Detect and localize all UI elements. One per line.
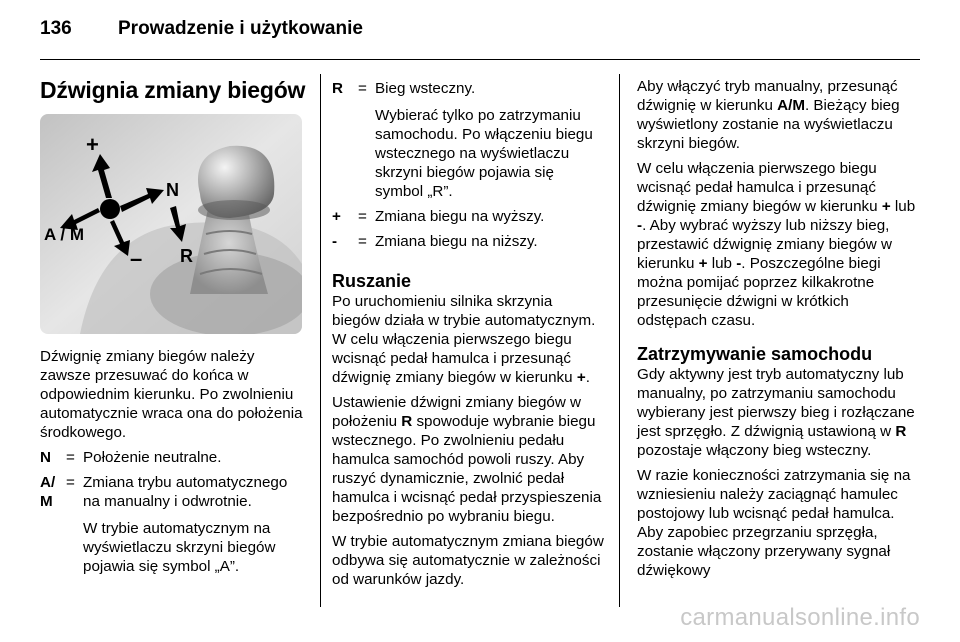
section-title: Dźwignia zmiany biegów <box>40 77 306 103</box>
gear-lever-illustration <box>40 114 302 334</box>
gear-lever-figure <box>40 114 302 334</box>
page-header <box>40 18 363 40</box>
definition-row <box>332 207 604 230</box>
figure-label-minus: – <box>130 246 143 271</box>
definition-text: Zmiana biegu na wyższy. <box>375 208 545 225</box>
paragraph: Aby włączyć tryb manualny, przesunąć dźwignię w kierunku A/M. Bieżący bieg wyświetlony zostanie na wyświetlaczu skrzyni biegów. <box>637 78 900 152</box>
definition-term: - <box>332 233 338 250</box>
intro-paragraph: Dźwignię zmiany biegów należy zawsze przesuwać do końca w odpowiednim kierunku. Po zwolnieniu automatycznie wraca ona do położenia środkowego. <box>40 348 303 441</box>
definition-row <box>40 473 308 580</box>
definition-equals: = <box>358 80 367 97</box>
figure-label-r: R <box>180 246 193 266</box>
paragraph: Po uruchomieniu silnika skrzynia biegów działa w trybie automatycznym. W celu włączenia pierwszego biegu wcisnąć pedał hamulca i przesunąć dźwignię zmiany biegów w kierunku +. <box>332 293 596 386</box>
definition-equals: = <box>66 449 75 466</box>
figure-label-plus: + <box>86 132 99 157</box>
watermark: carmanualsonline.info <box>680 604 920 631</box>
figure-label-am: A / M <box>44 225 84 244</box>
definition-note: W trybie automatycznym na wyświetlaczu skrzyni biegów pojawia się symbol „A”. <box>83 520 276 575</box>
subsection-title: Zatrzymywanie samochodu <box>637 344 873 364</box>
column-divider <box>619 74 620 607</box>
definition-list <box>332 79 604 255</box>
definition-row <box>332 232 604 255</box>
subsection-title: Ruszanie <box>332 271 412 291</box>
header-rule <box>40 59 920 60</box>
figure-label-n: N <box>166 180 179 200</box>
paragraph: W razie konieczności zatrzymania się na wzniesieniu należy zaciągnąć hamulec postojowy lub wcisnąć pedał hamulca. Aby zapobiec przegrzaniu sprzęgła, zostanie włączony przerywany sygnał dźwiękowy <box>637 467 911 579</box>
page-number: 136 <box>40 18 72 39</box>
definition-equals: = <box>358 233 367 250</box>
column-2 <box>332 77 604 595</box>
column-divider <box>320 74 321 607</box>
column-1 <box>40 70 308 586</box>
definition-text: Położenie neutralne. <box>83 449 222 466</box>
definition-list <box>40 448 308 580</box>
definition-term: + <box>332 208 341 225</box>
paragraph: Gdy aktywny jest tryb automatyczny lub manualny, po zatrzymaniu samochodu wybierany jest pierwszy bieg i rozłączane jest sprzęgło. Z dźwignią ustawioną w R pozostaje włączony bieg wsteczny. <box>637 366 915 459</box>
paragraph: W trybie automatycznym zmiana biegów odbywa się automatycznie w zależności od warunków jazdy. <box>332 533 604 588</box>
definition-note: Wybierać tylko po zatrzymaniu samochodu. Po włączeniu biegu wstecznego na wyświetlaczu skrzyni biegów pojawia się symbol „R”. <box>375 107 593 200</box>
definition-row <box>40 448 308 471</box>
definition-text: Zmiana trybu automatycznego na manualny i odwrotnie. <box>83 474 288 510</box>
paragraph: W celu włączenia pierwszego biegu wcisnąć pedał hamulca i przesunąć dźwignię zmiany biegów w kierunku + lub -. Aby wybrać wyższy lub niższy bieg, przestawić dźwignię zmiany biegów w kierunku + lub -. Poszczególne biegi można pomijać poprzez kilkakrotne przesunięcie dźwigni w krótkich odstępach czasu. <box>637 160 916 329</box>
definition-row <box>332 79 604 205</box>
column-3 <box>637 77 923 586</box>
definition-equals: = <box>66 474 75 491</box>
paragraph: Ustawienie dźwigni zmiany biegów w położeniu R spowoduje wybranie biegu wstecznego. Po zwolnieniu pedału hamulca samochód powoli ruszy. Aby ruszyć dynamicznie, zwolnić pedał hamulca i wcisnąć pedał przyspieszenia bezpośrednio po wybraniu biegu. <box>332 394 602 525</box>
definition-text: Bieg wsteczny. <box>375 80 476 97</box>
definition-text: Zmiana biegu na niższy. <box>375 233 538 250</box>
definition-term: R <box>332 80 343 97</box>
definition-equals: = <box>358 208 367 225</box>
definition-term: N <box>40 449 51 466</box>
definition-term: A/ M <box>40 474 56 510</box>
chapter-title: Prowadzenie i użytkowanie <box>118 18 363 39</box>
